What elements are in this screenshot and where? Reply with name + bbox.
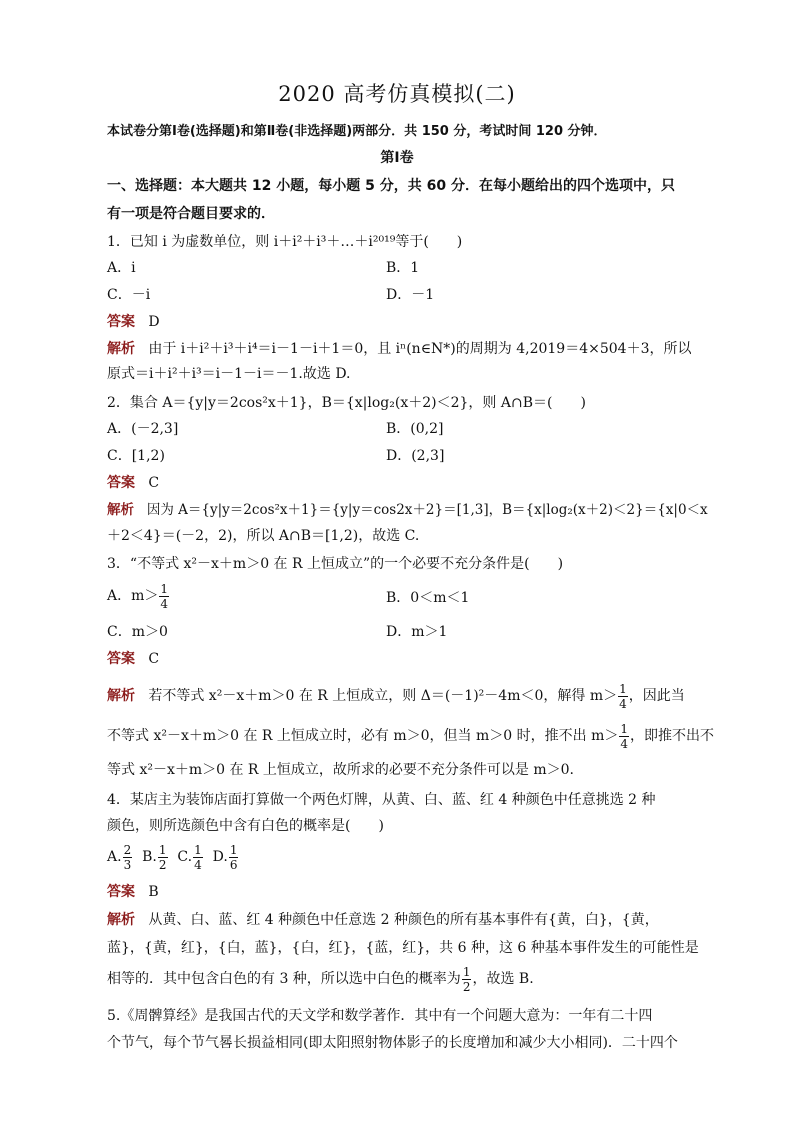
- q3-option-d: D．m＞1: [386, 624, 448, 640]
- instructions-line-1: 一、选择题：本大题共 12 小题，每小题 5 分，共 60 分．在每小题给出的四个选项中，只: [107, 178, 675, 194]
- fraction-numerator: 1: [158, 842, 167, 857]
- q2-answer-row: [107, 473, 159, 493]
- q4-analysis-line-3: [107, 962, 534, 996]
- question-4-stem-line-2: 颜色，则所选颜色中含有白色的概率是( ): [107, 818, 384, 834]
- option-fraction: [229, 843, 239, 872]
- q2-option-c: C．[1,2): [107, 448, 165, 464]
- q3-option-b: B．0＜m＜1: [386, 590, 470, 606]
- q2-option-d: D．(2,3]: [386, 448, 445, 464]
- fraction-numerator: 1: [229, 842, 238, 857]
- q2-analysis-line-1: [107, 500, 708, 520]
- question-2-stem: 2．集合 A＝{y|y＝2cos²x＋1}，B＝{x|log₂(x＋2)＜2}，则 A∩B＝( ): [107, 395, 586, 411]
- answer-label: 答案: [107, 884, 135, 900]
- fraction-denominator: 4: [619, 696, 627, 711]
- answer-label: 答案: [107, 651, 135, 667]
- q2-option-a: A．(－2,3]: [107, 421, 179, 437]
- analysis-label: 解析: [107, 502, 134, 518]
- q3-analysis-line-2: [107, 720, 714, 752]
- fraction-denominator: 4: [620, 736, 629, 751]
- q1-analysis-line-2: 原式＝i＋i²＋i³＝i－1－i＝－1.故选 D.: [107, 366, 351, 382]
- fraction-denominator: 2: [158, 857, 167, 872]
- q1-answer-row: [107, 312, 160, 332]
- q3-option-a-prefix: A．m＞: [107, 588, 159, 604]
- q4-analysis-text-3b: ，故选 B.: [472, 971, 534, 987]
- option-fraction: [158, 843, 168, 872]
- option-label: C.: [177, 849, 193, 865]
- fraction-numerator: 1: [194, 842, 202, 857]
- q4-option-a: [107, 842, 133, 872]
- fraction-denominator: 6: [229, 857, 238, 872]
- q4-answer: B: [148, 884, 159, 900]
- q2-option-b: B．(0,2]: [386, 421, 444, 437]
- q3-analysis-fraction-1: [618, 682, 628, 711]
- q1-analysis-line-1: [107, 339, 691, 359]
- option-label: A.: [107, 849, 122, 865]
- question-5-stem-line-2: 个节气，每个节气晷长损益相同(即太阳照射物体影子的长度增加和减少大小相同)．二十四个: [107, 1035, 678, 1051]
- q2-analysis-line-2: ＋2＜4}＝(－2，2)，所以 A∩B＝[1,2)，故选 C.: [107, 528, 420, 544]
- q4-analysis-text-3a: 相等的．其中包含白色的有 3 种，所以选中白色的概率为: [107, 971, 461, 987]
- q3-option-c: C．m＞0: [107, 624, 168, 640]
- exam-intro: 本试卷分第Ⅰ卷(选择题)和第Ⅱ卷(非选择题)两部分．共 150 分，考试时间 120 分钟．: [107, 124, 607, 139]
- q3-analysis-text-2b: ，即推不出不: [630, 728, 715, 744]
- option-fraction: [193, 843, 203, 872]
- question-4-stem-line-1: 4．某店主为装饰店面打算做一个两色灯牌，从黄、白、蓝、红 4 种颜色中任意挑选 2 种: [107, 792, 656, 808]
- q4-analysis-line-2: 蓝}，{黄，红}，{白，蓝}，{白，红}，{蓝，红}，共 6 种，这 6 种基本事件发生的可能性是: [107, 940, 699, 956]
- q1-analysis-text-1: 由于 i＋i²＋i³＋i⁴＝i－1－i＋1＝0，且 iⁿ(n∈N*)的周期为 4,2019＝4×504＋3，所以: [148, 341, 692, 357]
- fraction-numerator: 2: [123, 842, 132, 857]
- question-1-stem: 1．已知 i 为虚数单位，则 i＋i²＋i³＋…＋i²⁰¹⁹等于( ): [107, 234, 463, 250]
- q3-analysis-text-1b: ，因此当: [628, 688, 685, 704]
- fraction-denominator: 3: [123, 857, 132, 872]
- section-title: 第Ⅰ卷: [380, 150, 414, 166]
- q3-answer: C: [148, 651, 160, 667]
- q3-analysis-line-1: [107, 680, 685, 712]
- q1-option-d: D．－1: [386, 287, 435, 303]
- q2-answer: C: [148, 475, 160, 491]
- q3-answer-row: [107, 649, 159, 669]
- fraction-numerator: 1: [619, 681, 627, 696]
- q4-analysis-line-1: [107, 910, 659, 930]
- q4-analysis-text-1: 从黄、白、蓝、红 4 种颜色中任意选 2 种颜色的所有基本事件有{黄，白}，{黄，: [148, 912, 659, 928]
- fraction-numerator: 1: [620, 721, 629, 736]
- fraction-numerator: 1: [462, 964, 471, 979]
- answer-label: 答案: [107, 314, 135, 330]
- fraction-denominator: 4: [194, 857, 202, 872]
- q4-option-b: [142, 842, 168, 872]
- q3-analysis-text-1a: 若不等式 x²－x＋m＞0 在 R 上恒成立，则 Δ＝(－1)²－4m＜0，解得 m＞: [148, 688, 618, 704]
- fraction-denominator: 4: [160, 596, 169, 611]
- q4-option-c: [177, 842, 203, 872]
- question-5-stem-line-1: 5.《周髀算经》是我国古代的天文学和数学著作．其中有一个问题大意为：一年有二十四: [107, 1008, 653, 1024]
- instructions-line-2: 有一项是符合题目要求的．: [107, 206, 275, 222]
- analysis-label: 解析: [107, 912, 135, 928]
- fraction-numerator: 1: [160, 581, 169, 596]
- q3-analysis-fraction-2: [619, 722, 629, 751]
- q3-option-a-fraction: [159, 582, 169, 611]
- page-title: 2020 高考仿真模拟(二): [278, 82, 516, 106]
- q1-option-c: C．－i: [107, 287, 151, 303]
- question-3-stem: 3．“不等式 x²－x＋m＞0 在 R 上恒成立”的一个必要不充分条件是( ): [107, 556, 564, 572]
- q3-option-a: [107, 580, 170, 612]
- q1-option-a: A．i: [107, 260, 136, 276]
- q1-option-b: B．1: [386, 260, 420, 276]
- option-fraction: [123, 843, 133, 872]
- answer-label: 答案: [107, 475, 135, 491]
- option-label: D.: [212, 849, 228, 865]
- analysis-label: 解析: [107, 341, 135, 357]
- q1-answer: D: [148, 314, 160, 330]
- q4-analysis-fraction: [462, 965, 472, 994]
- analysis-label: 解析: [107, 688, 135, 704]
- q4-answer-row: [107, 882, 159, 902]
- q4-option-d: [212, 842, 240, 872]
- q4-options-row: [107, 840, 239, 874]
- q3-analysis-text-2a: 不等式 x²－x＋m＞0 在 R 上恒成立时，必有 m＞0，但当 m＞0 时，推不出 m＞: [107, 728, 619, 744]
- option-label: B.: [142, 849, 157, 865]
- fraction-denominator: 2: [462, 979, 471, 994]
- q2-analysis-text-1: 因为 A＝{y|y＝2cos²x＋1}＝{y|y＝cos2x＋2}＝[1,3]，B＝{x|log₂(x＋2)＜2}＝{x|0＜x: [146, 502, 708, 518]
- q3-analysis-line-3: 等式 x²－x＋m＞0 在 R 上恒成立，故所求的必要不充分条件可以是 m＞0.: [107, 762, 575, 778]
